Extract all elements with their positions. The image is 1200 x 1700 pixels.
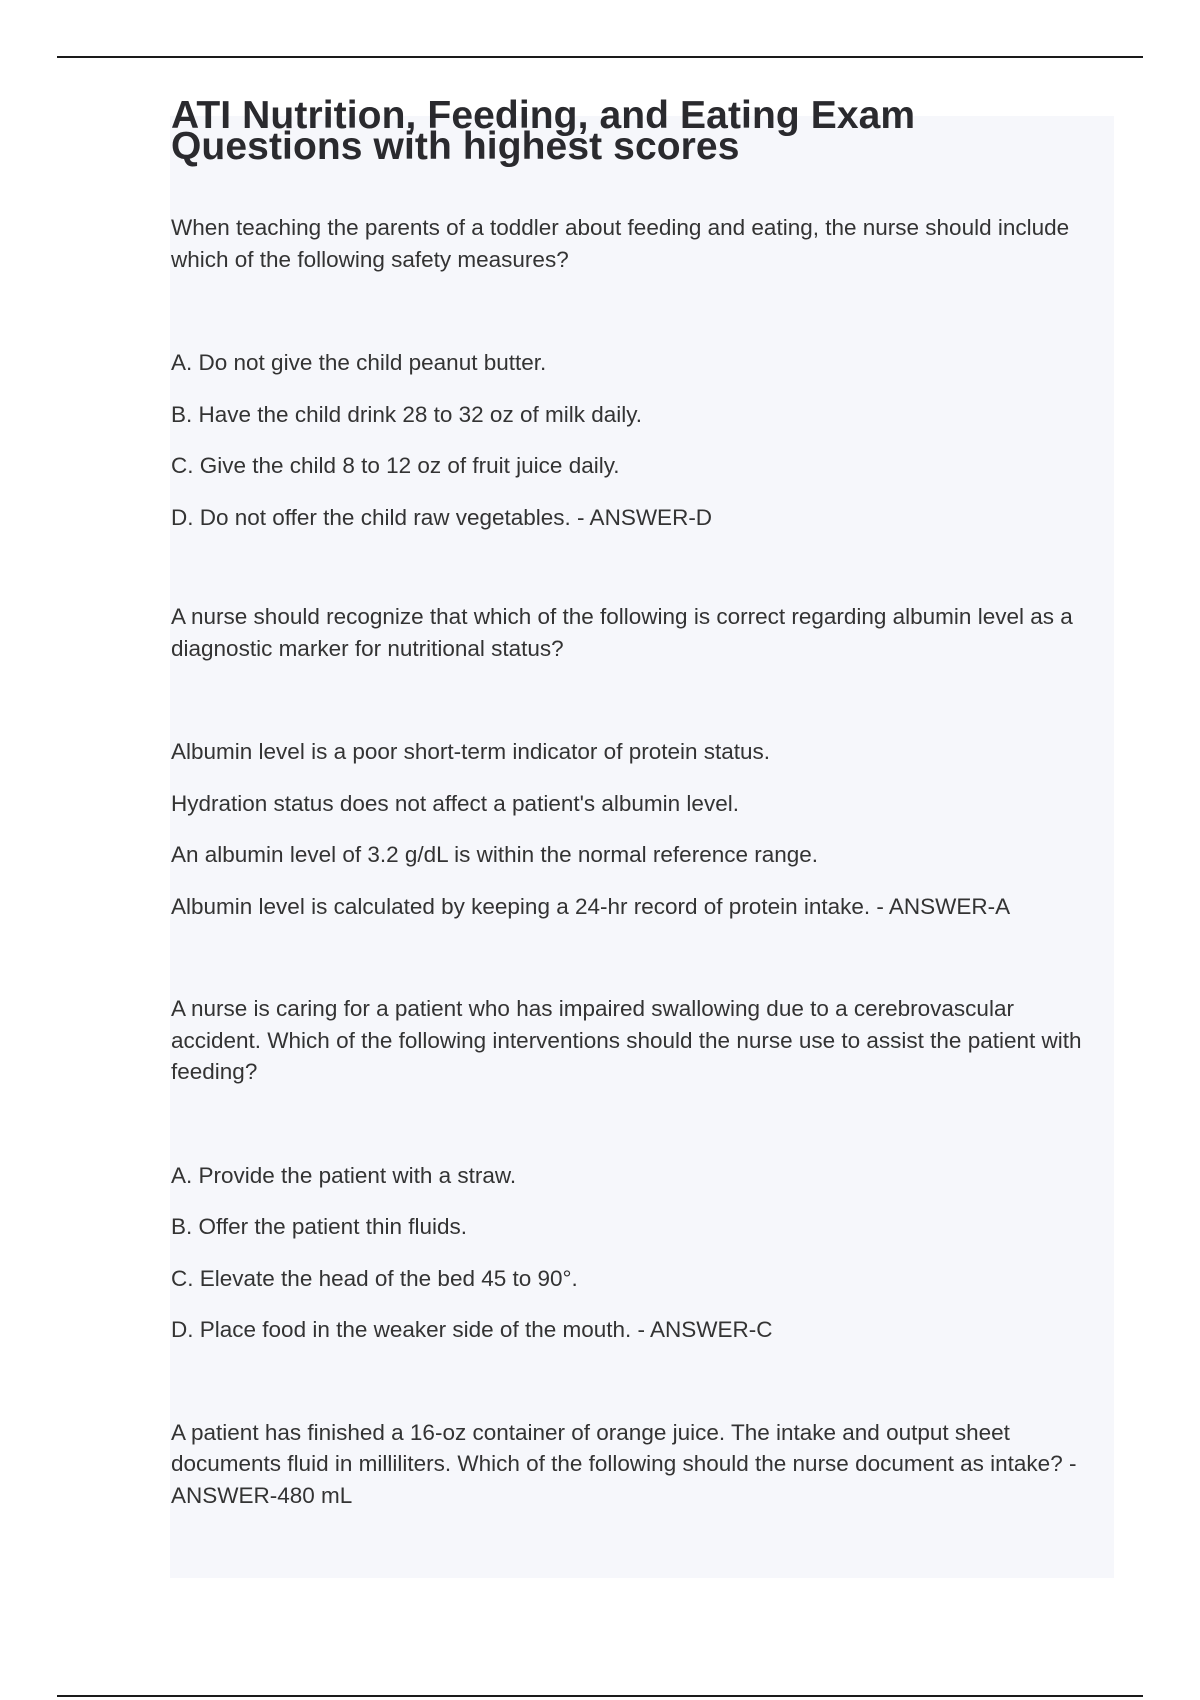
- bottom-rule: [57, 1695, 1143, 1697]
- question-3-option-a: A. Provide the patient with a straw.: [171, 1162, 517, 1188]
- question-1-option-a: A. Do not give the child peanut butter.: [171, 350, 547, 375]
- question-3-option-c: C. Elevate the head of the bed 45 to 90°.: [171, 1265, 578, 1291]
- question-2-option-3: An albumin level of 3.2 g/dL is within the normal reference range.: [171, 842, 819, 867]
- question-1-option-b: B. Have the child drink 28 to 32 oz of milk daily.: [171, 401, 643, 427]
- question-2: A nurse should recognize that which of the following is correct regarding albumin level as a diagnostic marker for nutritional status?: [171, 604, 1073, 661]
- document-body: [171, 94, 1106, 1511]
- question-1: When teaching the parents of a toddler about feeding and eating, the nurse should include which of the following safety measures?: [171, 215, 1070, 272]
- question-3-option-b: B. Offer the patient thin fluids.: [171, 1214, 468, 1239]
- question-4: A patient has finished a 16-oz container of orange juice. The intake and output sheet documents fluid in milliliters. Which of the following should the nurse document as intake? - ANSWER-480 mL: [171, 1419, 1077, 1508]
- question-2-option-1: Albumin level is a poor short-term indicator of protein status.: [171, 739, 771, 764]
- question-3-option-d: D. Place food in the weaker side of the mouth. - ANSWER-C: [171, 1317, 773, 1342]
- document-title: [171, 94, 1106, 168]
- title-line-1: ATI Nutrition, Feeding, and Eating Exam: [171, 94, 916, 137]
- question-1-option-d: D. Do not offer the child raw vegetables. - ANSWER-D: [171, 504, 713, 530]
- question-1-option-c: C. Give the child 8 to 12 oz of fruit juice daily.: [171, 453, 620, 478]
- question-2-option-2: Hydration status does not affect a patient's albumin level.: [171, 790, 739, 816]
- title-line-2: Questions with highest scores: [171, 125, 740, 168]
- question-3: A nurse is caring for a patient who has impaired swallowing due to a cerebrovascular accident. Which of the following interventions should the nurse use to assist the patient with feeding?: [171, 996, 1082, 1084]
- question-2-option-4: Albumin level is calculated by keeping a 24-hr record of protein intake. - ANSWER-A: [171, 893, 1011, 919]
- top-rule: [57, 56, 1143, 58]
